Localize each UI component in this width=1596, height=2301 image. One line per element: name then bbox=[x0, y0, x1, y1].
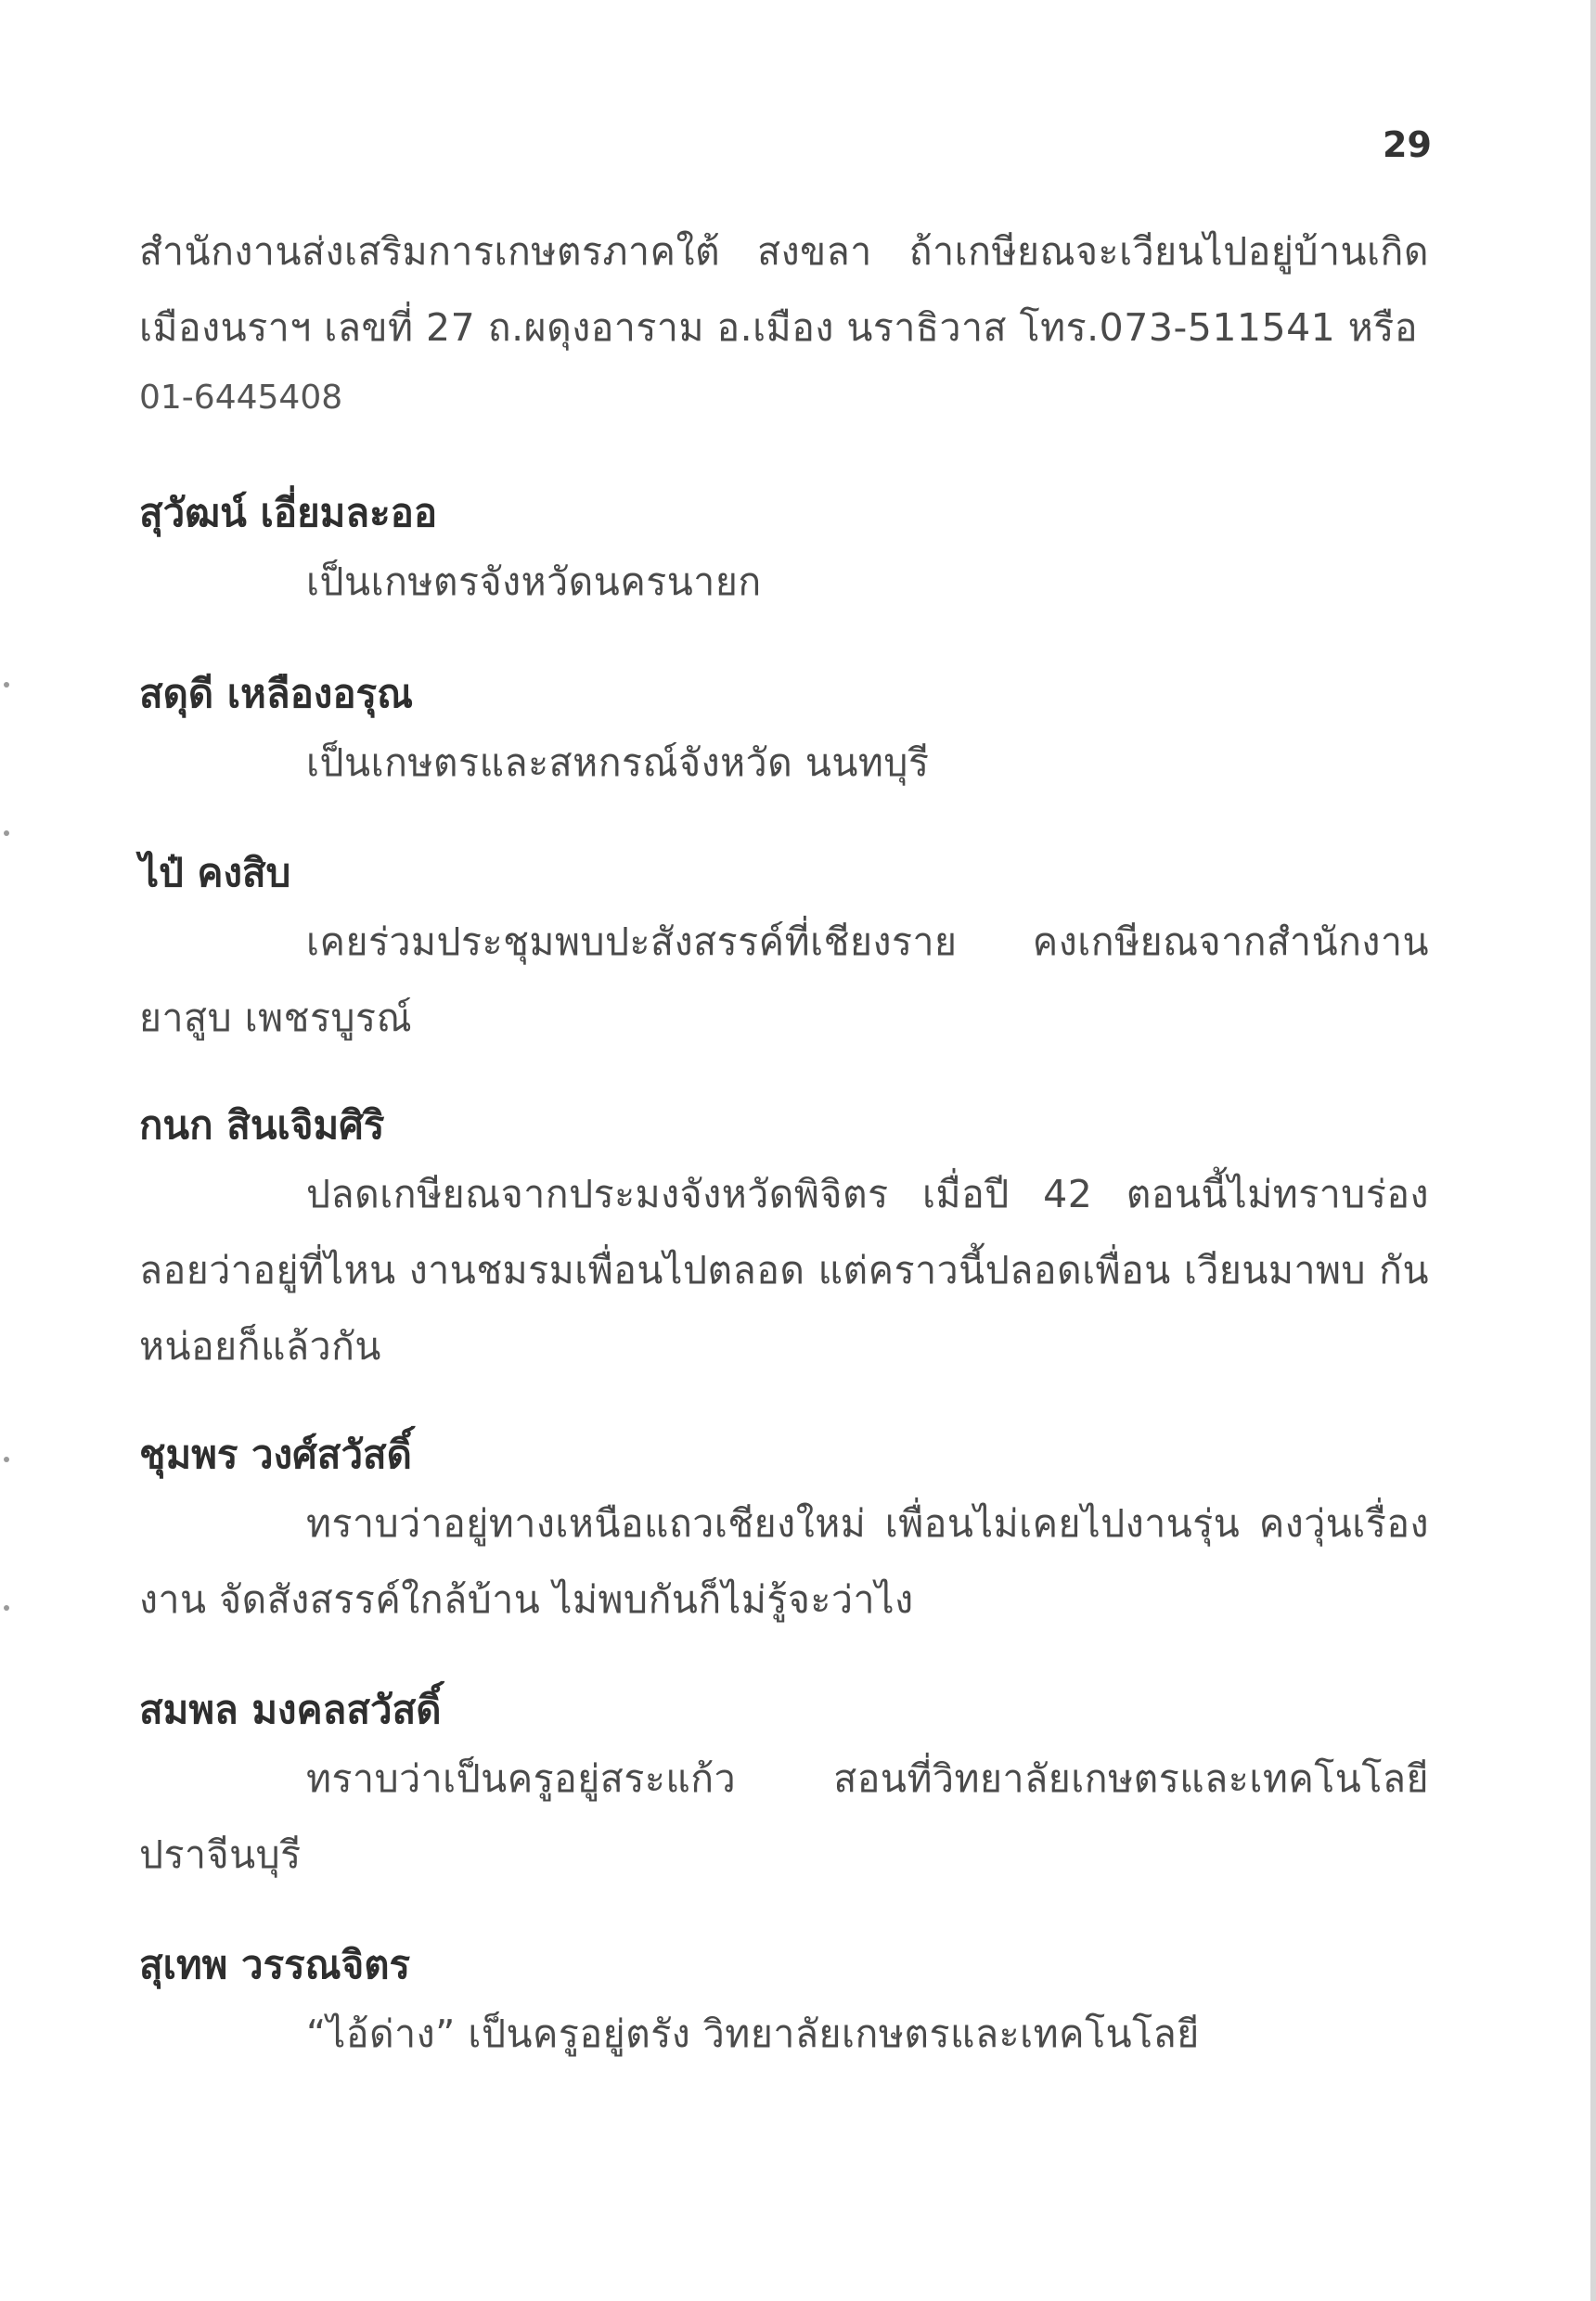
entry-name: สดุดี เหลืองอรุณ bbox=[139, 671, 414, 716]
entry-text: เคยร่วมประชุมพบปะสังสรรค์ที่เชียงราย คงเกษียณจากสำนักงาน ยาสูบ เพชรบูรณ์ bbox=[139, 919, 1429, 1040]
margin-mark bbox=[4, 1457, 9, 1462]
entry-text: เป็นเกษตรและสหกรณ์จังหวัด นนทบุรี bbox=[306, 740, 930, 785]
intro-phone: 01-6445408 bbox=[139, 379, 343, 417]
entry-text: ทราบว่าอยู่ทางเหนือแถวเชียงใหม่ เพื่อนไม่เคยไปงานรุ่น คงวุ่นเรื่อง งาน จัดสังสรรค์ใกล้บ้าน ไม่พบกันก็ไม่รู้จะว่าไง bbox=[139, 1501, 1429, 1622]
entry-text: “ไอ้ด่าง” เป็นครูอยู่ตรัง วิทยาลัยเกษตรและเทคโนโลยี bbox=[306, 2012, 1200, 2056]
entry-text: ปลดเกษียณจากประมงจังหวัดพิจิตร เมื่อปี 42 ตอนนี้ไม่ทราบร่อง ลอยว่าอยู่ที่ไหน งานชมรมเพื่อนไปตลอด แต่คราวนี้ปลอดเพื่อน เวียนมาพบ กันหน่อยก็แล้วกัน bbox=[139, 1172, 1429, 1369]
page-number: 29 bbox=[1383, 124, 1432, 165]
margin-mark bbox=[4, 1605, 9, 1611]
entry-name: สุวัฒน์ เอี่ยมละออ bbox=[139, 490, 438, 535]
margin-mark bbox=[4, 682, 9, 688]
entry-text: ทราบว่าเป็นครูอยู่สระแก้ว สอนที่วิทยาลัยเกษตรและเทคโนโลยี ปราจีนบุรี bbox=[139, 1756, 1429, 1877]
entry-text: เป็นเกษตรจังหวัดนครนายก bbox=[306, 559, 762, 604]
entry-name: ชุมพร วงศ์สวัสดิ์ bbox=[139, 1432, 412, 1477]
intro-paragraph: สำนักงานส่งเสริมการเกษตรภาคใต้ สงขลา ถ้าเกษียณจะเวียนไปอยู่บ้านเกิด เมืองนราฯ เลขที่ 27 ถ.ผดุงอาราม อ.เมือง นราธิวาส โทร.073-511541 หรือ bbox=[139, 229, 1429, 350]
entry-name: กนก สินเจิมศิริ bbox=[139, 1102, 385, 1148]
entry-name: สมพล มงคลสวัสดิ์ bbox=[139, 1687, 442, 1732]
entry-name: ไป๋ คงสิบ bbox=[139, 850, 291, 895]
margin-mark bbox=[4, 830, 9, 836]
entry-name: สุเทพ วรรณจิตร bbox=[139, 1942, 411, 1987]
page-edge bbox=[1590, 0, 1596, 2301]
